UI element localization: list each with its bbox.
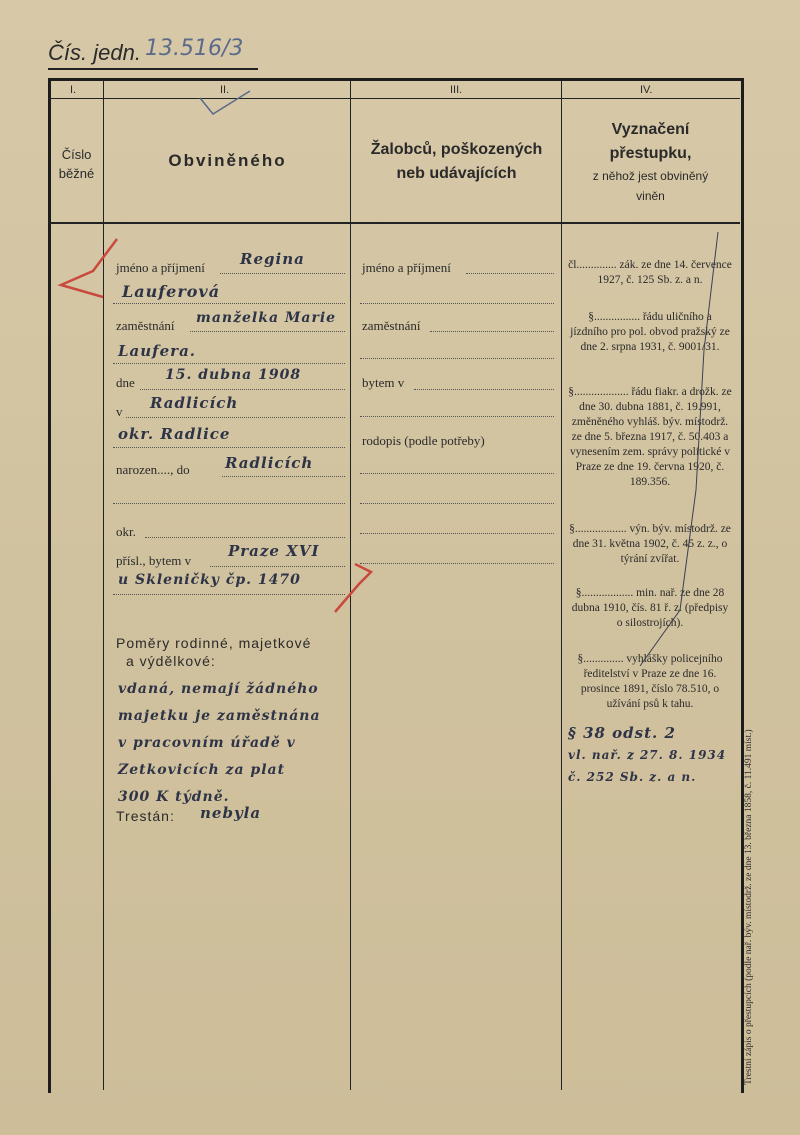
red-tick-mark <box>325 560 375 620</box>
offence-paragraph-6: §.............. vyhlášky policejního ředitelství v Praze ze dne 16. prosince 1891, číslo 78.510, o užívání psů k tahu. <box>577 653 723 710</box>
accused-name-hand-2: Lauferová <box>122 282 221 301</box>
accused-employment-hand-1: manželka Marie <box>196 310 337 326</box>
dotted-line <box>360 473 554 474</box>
dotted-line <box>113 303 345 304</box>
dotted-line <box>222 476 345 477</box>
dotted-line <box>360 303 554 304</box>
accused-family-label-2: a výdělkové: <box>126 653 216 669</box>
col1-header <box>50 145 103 183</box>
offence-paragraph-3: §................... řádu fiakr. a drožk. ze dne 30. dubna 1881, č. 19.991, změněného vyhláš. býv. místodrž. ze dne 5. března 1917, č. 50.403 a vynesením zem. správy politické v Praze ze dne 19. června 1920, č. 189.356. <box>568 386 732 488</box>
plaintiff-name-label: jméno a příjmení <box>362 260 451 275</box>
col1-title-line1: Číslo <box>61 147 92 162</box>
col4-sub-line1: z něhož jest obviněný <box>592 169 709 183</box>
dotted-line <box>145 537 345 538</box>
accused-in-hand: Radlicích <box>150 394 239 412</box>
dotted-line <box>113 447 345 448</box>
dotted-line <box>414 389 554 390</box>
dotted-line <box>210 566 345 567</box>
offence-hand-3: č. 252 Sb. z. a n. <box>568 770 697 784</box>
plaintiff-record-label: rodopis (podle potřeby) <box>362 433 485 448</box>
accused-in-label: v <box>116 404 123 419</box>
offence-hand-2: vl. nař. z 27. 8. 1934 <box>568 748 727 762</box>
offence-paragraph-1: čl.............. zák. ze dne 14. července 1927, č. 125 Sb. z. a n. <box>568 259 732 286</box>
accused-family-hand-3: v pracovním úřadě v <box>118 735 296 751</box>
offence-paragraph-4: §.................. výn. býv. místodrž. ze dne 31. května 1902, č. 45 z. z., o týrání zvířat. <box>569 523 731 565</box>
col3-title-line2: neb udávajících <box>396 165 517 182</box>
col4-sub-line2: viněn <box>636 189 665 203</box>
plaintiff-employment-label: zaměstnání <box>362 318 421 333</box>
offence-hand-note <box>568 722 726 788</box>
dotted-line <box>140 389 345 390</box>
accused-okr-label: okr. <box>116 524 136 539</box>
red-check-mark <box>55 235 125 305</box>
accused-employment-label: zaměstnání <box>116 318 175 333</box>
col4-header <box>563 118 738 206</box>
dotted-line <box>190 331 345 332</box>
accused-domicile-hand-1: Praze XVI <box>228 542 320 560</box>
col3-title-line1: Žalobců, poškozených <box>370 141 543 158</box>
side-note: Trestní zápis o přestupcích (podle nař. býv. místodrž. ze dne 13. března 1858, č. 11.491 míst.) <box>744 729 754 1085</box>
dotted-line <box>113 594 345 595</box>
column-divider-1 <box>103 80 104 1090</box>
accused-born-hand: Radlicích <box>225 454 314 472</box>
dotted-line <box>360 563 554 564</box>
offence-hand-1: § 38 odst. 2 <box>568 724 676 742</box>
column-number-2: II. <box>220 84 230 96</box>
col3-header <box>352 138 561 186</box>
accused-family-label-1: Poměry rodinné, majetkové <box>116 635 312 651</box>
dotted-line <box>360 358 554 359</box>
dotted-line <box>360 503 554 504</box>
dotted-line <box>360 533 554 534</box>
accused-family-hand-1: vdaná, nemají žádného <box>118 681 319 697</box>
dotted-line <box>126 417 345 418</box>
offence-paragraph-5: §.................. min. nař. ze dne 28 dubna 1910, čís. 81 ř. z. (předpisy o silostrojích). <box>571 587 729 629</box>
column-number-3: III. <box>450 84 463 96</box>
col1-title-line2: běžné <box>58 166 95 181</box>
accused-punished-label: Trestán: <box>116 808 175 824</box>
accused-domicile-label: přísl., bytem v <box>116 553 192 568</box>
dotted-line <box>113 363 345 364</box>
col4-title-line1: Vyznačení <box>611 121 690 138</box>
column-divider-3 <box>561 80 562 1090</box>
offence-paragraph-2: §................ řádu uličního a jízdního pro pol. obvod pražský ze dne 2. srpna 1931, č. 9001/31. <box>570 311 730 353</box>
accused-punished-hand: nebyla <box>200 804 262 822</box>
pencil-check-mark <box>195 88 255 118</box>
accused-name-label: jméno a příjmení <box>116 260 205 275</box>
pencil-strike-line <box>600 230 730 670</box>
dotted-line <box>430 331 554 332</box>
accused-district-hand: okr. Radlice <box>118 425 231 443</box>
column-number-4: IV. <box>640 84 653 96</box>
accused-employment-hand-2: Laufera. <box>118 342 197 360</box>
accused-family-hand <box>118 676 321 811</box>
case-number-handwritten: 13.516/3 <box>145 36 244 61</box>
column-number-1: I. <box>70 84 77 96</box>
header-row-line <box>48 222 740 224</box>
accused-family-label <box>116 634 311 670</box>
accused-name-hand-1: Regina <box>240 250 305 268</box>
accused-family-hand-4: Zetkovicích za plat <box>118 762 286 778</box>
dotted-line <box>220 273 345 274</box>
dotted-line <box>360 416 554 417</box>
col4-title-line2: přestupku, <box>609 145 692 162</box>
accused-family-hand-5: 300 K týdně. <box>118 789 230 805</box>
col2-header: Obviněného <box>168 151 287 170</box>
dotted-line <box>113 503 345 504</box>
roman-row-line <box>48 98 740 99</box>
accused-domicile-hand-2: u Skleničky čp. 1470 <box>118 572 301 588</box>
case-number-label: Čís. jedn. <box>48 40 141 65</box>
header-underline <box>48 68 258 70</box>
accused-day-hand: 15. dubna 1908 <box>165 367 302 383</box>
plaintiff-residence-label: bytem v <box>362 375 405 390</box>
dotted-line <box>466 273 554 274</box>
accused-born-label: narozen...., do <box>116 462 190 477</box>
accused-day-label: dne <box>116 375 135 390</box>
accused-family-hand-2: majetku je zaměstnána <box>118 708 321 724</box>
